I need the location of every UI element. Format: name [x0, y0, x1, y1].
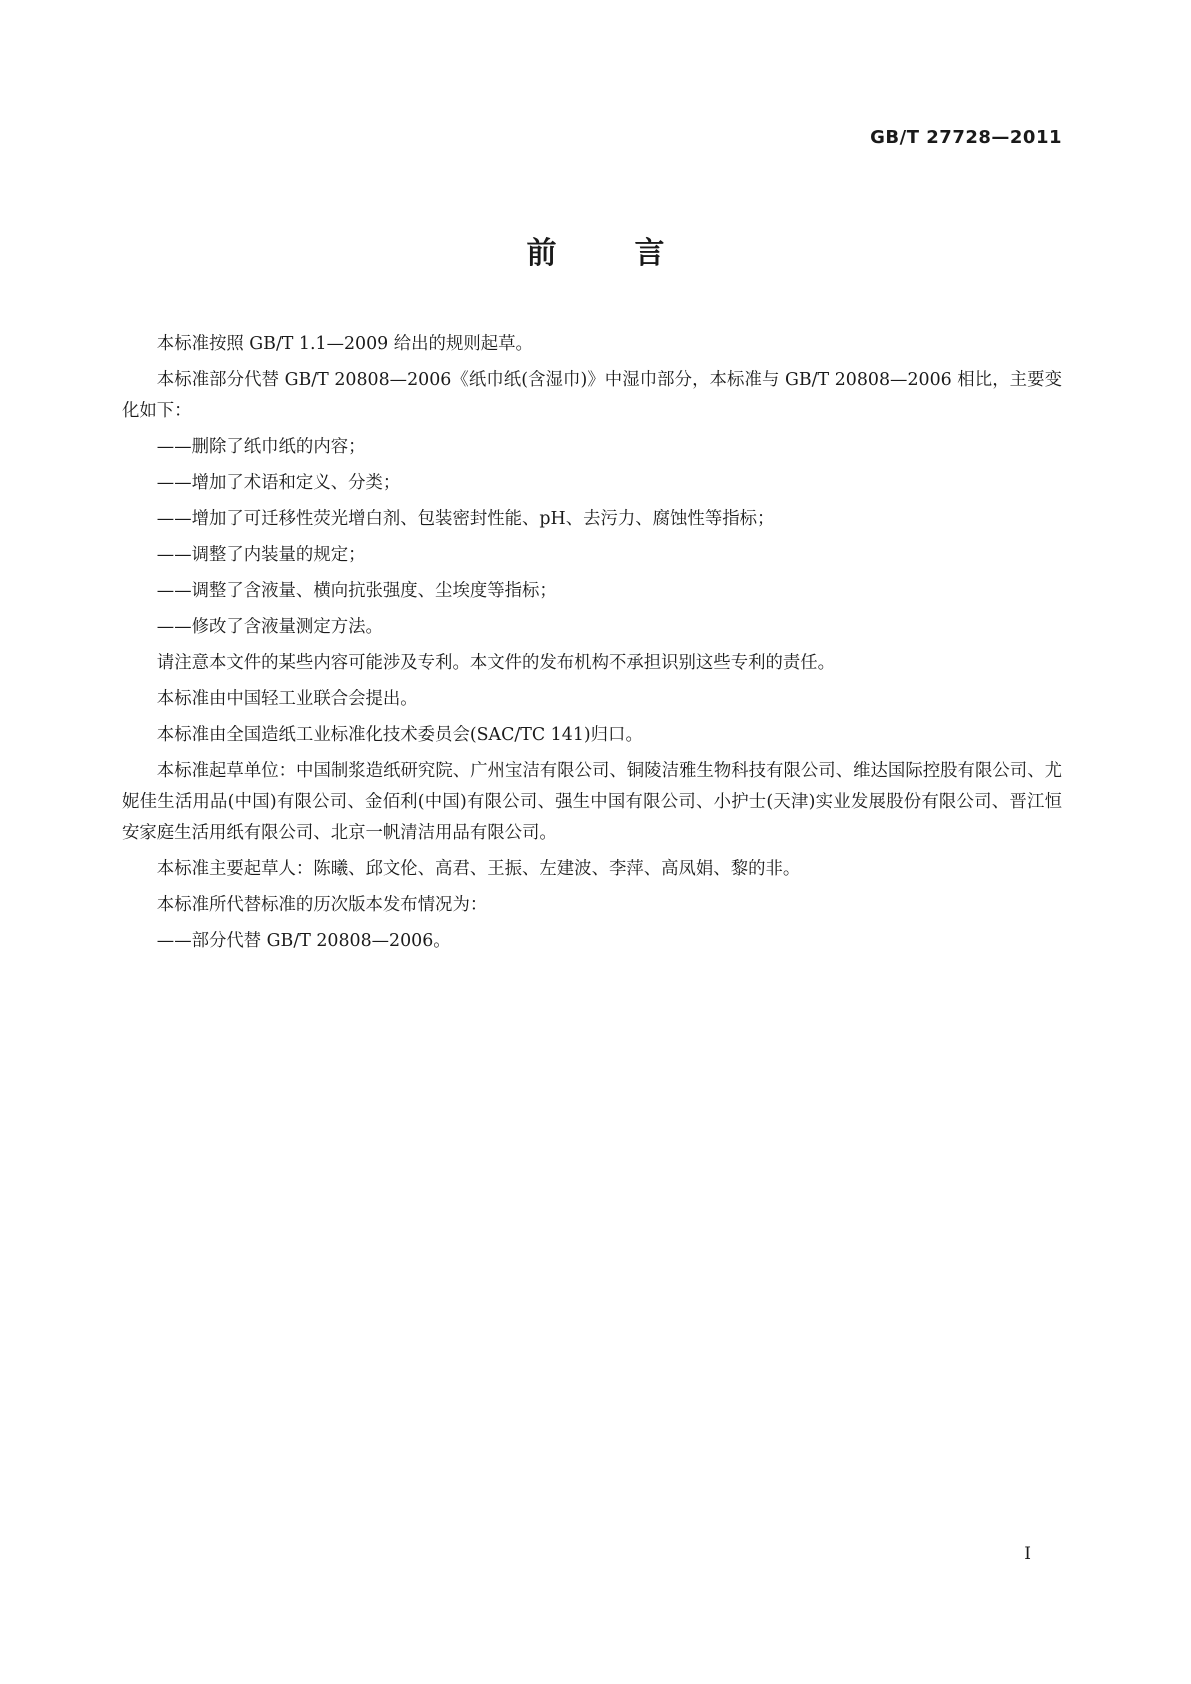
change-item: ——修改了含液量测定方法。	[156, 617, 383, 637]
history-intro-paragraph: 本标准所代替标准的历次版本发布情况为：	[156, 895, 488, 915]
drafting-units-paragraph: 本标准起草单位：中国制浆造纸研究院、广州宝洁有限公司、铜陵洁雅生物科技有限公司、维达国际控股有限公司、尤妮佳生活用品(中国)有限公司、金佰利(中国)有限公司、强生中国有限公司、小护士(天津)实业发展股份有限公司、晋江恒安家庭生活用纸有限公司、北京一帆清洁用品有限公司。	[122, 761, 1062, 843]
patent-notice-paragraph: 请注意本文件的某些内容可能涉及专利。本文件的发布机构不承担识别这些专利的责任。	[156, 653, 836, 673]
change-item: ——调整了内装量的规定；	[156, 545, 366, 565]
changes-list	[122, 432, 1062, 643]
technical-committee-paragraph: 本标准由全国造纸工业标准化技术委员会(SAC/TC 141)归口。	[156, 725, 643, 745]
change-item: ——调整了含液量、横向抗张强度、尘埃度等指标；	[156, 581, 557, 601]
drafting-rules-paragraph: 本标准按照 GB/T 1.1—2009 给出的规则起草。	[156, 334, 533, 354]
proposer-paragraph: 本标准由中国轻工业联合会提出。	[156, 689, 418, 709]
document-code: GB/T 27728—2011	[870, 127, 1062, 148]
title-char-1: 前	[526, 236, 557, 271]
change-item: ——删除了纸巾纸的内容；	[156, 437, 366, 457]
replacement-paragraph: 本标准部分代替 GB/T 20808—2006《纸巾纸(含湿巾)》中湿巾部分，本标准与 GB/T 20808—2006 相比，主要变化如下：	[122, 370, 1062, 421]
drafters-paragraph: 本标准主要起草人：陈曦、邱文伦、高君、王振、左建波、李萍、高凤娟、黎的非。	[156, 859, 801, 879]
preface-body	[122, 329, 1062, 962]
change-item: ——增加了可迁移性荧光增白剂、包装密封性能、pH、去污力、腐蚀性等指标；	[156, 509, 775, 529]
change-item: ——增加了术语和定义、分类；	[156, 473, 401, 493]
history-item: ——部分代替 GB/T 20808—2006。	[156, 931, 451, 951]
page-title	[0, 228, 1191, 272]
page-number: I	[1024, 1544, 1031, 1564]
title-char-2: 言	[634, 236, 665, 271]
